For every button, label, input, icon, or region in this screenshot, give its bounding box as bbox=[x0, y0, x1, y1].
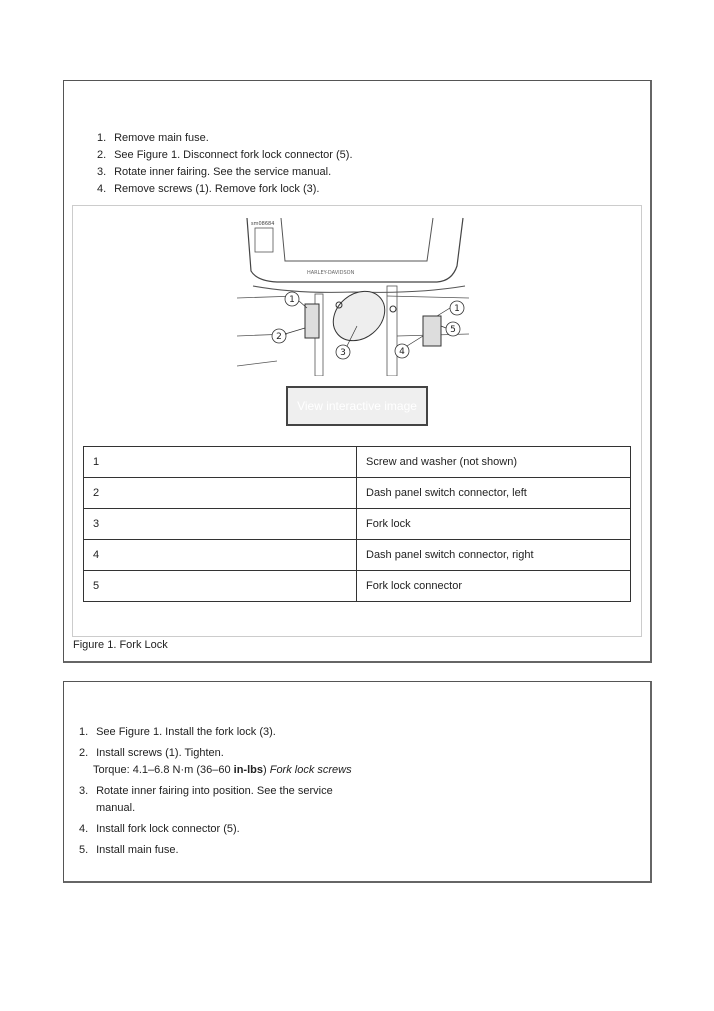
removal-step: 2. See Figure 1. Disconnect fork lock connector (5). bbox=[97, 149, 353, 161]
callout-5: 5 bbox=[450, 325, 456, 335]
callout-3: 3 bbox=[340, 348, 346, 358]
callout-1b: 1 bbox=[454, 304, 460, 314]
installation-step: 1. See Figure 1. Install the fork lock (3). bbox=[79, 726, 276, 738]
removal-step: 3. Rotate inner fairing. See the service manual. bbox=[97, 166, 332, 178]
installation-step: 5. Install main fuse. bbox=[79, 844, 179, 856]
legend-desc: Fork lock connector bbox=[357, 571, 631, 602]
torque-spec: Torque: 4.1–6.8 N·m (36–60 in-lbs) Fork lock screws bbox=[93, 764, 352, 776]
callout-1: 1 bbox=[289, 295, 295, 305]
table-row bbox=[84, 447, 631, 478]
legend-key: 4 bbox=[84, 540, 357, 571]
installation-section bbox=[63, 681, 652, 883]
installation-step: 2. Install screws (1). Tighten. Torque: 4.1–6.8 N·m (36–60 in-lbs) Fork lock screws bbox=[79, 745, 352, 779]
removal-step: 1. Remove main fuse. bbox=[97, 132, 209, 144]
table-row bbox=[84, 571, 631, 602]
illustration-id: sm08684 bbox=[251, 221, 275, 227]
removal-steps bbox=[97, 130, 353, 198]
legend-key: 5 bbox=[84, 571, 357, 602]
legend-desc: Screw and washer (not shown) bbox=[357, 447, 631, 478]
callout-4: 4 bbox=[399, 347, 405, 357]
legend-desc: Dash panel switch connector, right bbox=[357, 540, 631, 571]
figure-link[interactable]: Figure 1 bbox=[136, 149, 178, 161]
view-interactive-image-button[interactable]: View interactive image bbox=[286, 386, 428, 426]
legend-table bbox=[83, 446, 631, 602]
figure-link[interactable]: Figure 1 bbox=[118, 726, 160, 738]
removal-step: 4. Remove screws (1). Remove fork lock (3). bbox=[97, 183, 320, 195]
fork-lock-illustration bbox=[237, 216, 469, 376]
figure-frame bbox=[72, 205, 642, 637]
installation-step: 3. Rotate inner fairing into position. See the service manual. bbox=[79, 785, 333, 814]
legend-key: 1 bbox=[84, 447, 357, 478]
legend-desc: Dash panel switch connector, left bbox=[357, 478, 631, 509]
table-row bbox=[84, 478, 631, 509]
callout-2: 2 bbox=[276, 332, 282, 342]
table-row bbox=[84, 540, 631, 571]
installation-steps bbox=[79, 724, 352, 863]
table-row bbox=[84, 509, 631, 540]
legend-key: 3 bbox=[84, 509, 357, 540]
legend-key: 2 bbox=[84, 478, 357, 509]
legend-desc: Fork lock bbox=[357, 509, 631, 540]
figure-caption: Figure 1. Fork Lock bbox=[73, 639, 168, 651]
svg-text:HARLEY-DAVIDSON: HARLEY-DAVIDSON bbox=[307, 270, 355, 276]
removal-section bbox=[63, 80, 652, 663]
installation-step: 4. Install fork lock connector (5). bbox=[79, 823, 240, 835]
